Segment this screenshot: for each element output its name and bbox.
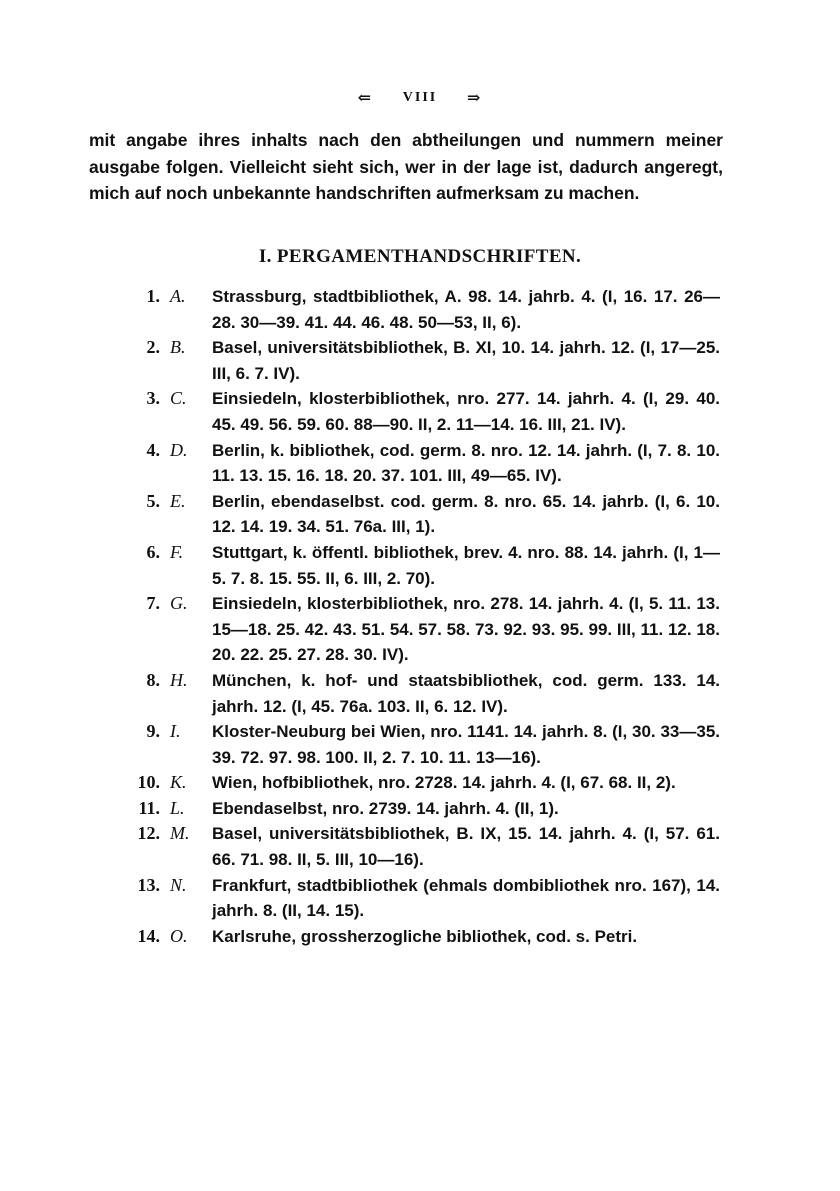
manuscript-description: Frankfurt, stadtbibliothek (ehmals dombibliothek nro. 167), 14. jahrh. 8. (II, 14. 15). bbox=[212, 875, 720, 921]
manuscript-id bbox=[120, 591, 212, 668]
right-ornament-icon: ⇒ bbox=[466, 90, 483, 107]
manuscript-siglum: N. bbox=[170, 874, 187, 895]
manuscript-list bbox=[120, 284, 720, 949]
manuscript-number: 8. bbox=[146, 669, 160, 690]
manuscript-id bbox=[120, 719, 212, 770]
manuscript-number: 7. bbox=[146, 593, 160, 614]
manuscript-id bbox=[120, 335, 212, 386]
manuscript-entry bbox=[120, 668, 720, 719]
left-ornament-icon: ⇐ bbox=[357, 90, 374, 107]
manuscript-siglum: L. bbox=[170, 797, 185, 818]
manuscript-siglum: C. bbox=[170, 388, 187, 409]
manuscript-number: 12. bbox=[137, 823, 160, 844]
manuscript-entry bbox=[120, 873, 720, 924]
manuscript-number: 13. bbox=[137, 874, 160, 895]
manuscript-number: 11. bbox=[138, 797, 160, 818]
intro-paragraph: mit angabe ihres inhalts nach den abtheilungen und nummern meiner ausgabe folgen. Vielleicht sieht sich, wer in der lage ist, dadurch angeregt, mich auf noch unbekannte handschriften aufmerksam zu machen. bbox=[89, 130, 723, 203]
manuscript-description: Ebendaselbst, nro. 2739. 14. jahrh. 4. (II, 1). bbox=[212, 798, 559, 818]
manuscript-description: Berlin, ebendaselbst. cod. germ. 8. nro. 65. 14. jahrb. (I, 6. 10. 12. 14. 19. 34. 51. 76a. III, 1). bbox=[212, 491, 720, 537]
manuscript-entry bbox=[120, 386, 720, 437]
manuscript-entry bbox=[120, 438, 720, 489]
manuscript-id bbox=[120, 438, 212, 489]
manuscript-number: 5. bbox=[146, 490, 160, 511]
manuscript-description: Stuttgart, k. öffentl. bibliothek, brev. 4. nro. 88. 14. jahrh. (I, 1—5. 7. 8. 15. 55. II, 6. III, 2. 70). bbox=[212, 542, 720, 588]
manuscript-siglum: H. bbox=[170, 669, 188, 690]
manuscript-siglum: G. bbox=[170, 593, 188, 614]
manuscript-description: Karlsruhe, grossherzogliche bibliothek, cod. s. Petri. bbox=[212, 926, 638, 946]
page-header bbox=[0, 88, 840, 108]
manuscript-entry bbox=[120, 924, 720, 950]
manuscript-siglum: M. bbox=[170, 823, 190, 844]
manuscript-number: 6. bbox=[146, 541, 160, 562]
manuscript-entry bbox=[120, 719, 720, 770]
manuscript-siglum: A. bbox=[170, 286, 186, 306]
manuscript-id bbox=[120, 821, 212, 872]
manuscript-description: Einsiedeln, klosterbibliothek, nro. 278. 14. jahrh. 4. (I, 5. 11. 13. 15—18. 25. 42. 43. 51. 54. 57. 58. 73. 92. 93. 95. 99. III, 11. 12. 18. 20. 22. 25. 27. 28. 30. IV). bbox=[212, 594, 720, 665]
manuscript-number: 1. bbox=[146, 286, 160, 306]
manuscript-description: Berlin, k. bibliothek, cod. germ. 8. nro. 12. 14. jahrh. (I, 7. 8. 10. 11. 13. 15. 16. 18. 20. 37. 101. III, 49—65. IV). bbox=[212, 440, 720, 486]
manuscript-entry bbox=[120, 540, 720, 591]
manuscript-entry bbox=[120, 770, 720, 796]
manuscript-description: Basel, universitätsbibliothek, B. XI, 10. 14. jahrh. 12. (I, 17—25. III, 6. 7. IV). bbox=[212, 338, 720, 383]
page-number: VIII bbox=[402, 90, 438, 105]
manuscript-id bbox=[120, 386, 212, 437]
manuscript-siglum: I. bbox=[170, 721, 181, 742]
manuscript-siglum: D. bbox=[170, 439, 188, 460]
manuscript-description: Strassburg, stadtbibliothek, A. 98. 14. jahrb. 4. (I, 16. 17. 26—28. 30—39. 41. 44. 46. 48. 50—53, II, 6). bbox=[212, 287, 720, 332]
manuscript-entry bbox=[120, 796, 720, 822]
manuscript-number: 3. bbox=[146, 388, 160, 409]
manuscript-id bbox=[120, 873, 212, 924]
manuscript-id bbox=[120, 770, 212, 796]
manuscript-description: Einsiedeln, klosterbibliothek, nro. 277. 14. jahrh. 4. (I, 29. 40. 45. 49. 56. 59. 60. 88—90. II, 2. 11—14. 16. III, 21. IV). bbox=[212, 389, 720, 434]
manuscript-id bbox=[120, 284, 212, 335]
manuscript-entry bbox=[120, 821, 720, 872]
manuscript-description: München, k. hof- und staatsbibliothek, cod. germ. 133. 14. jahrh. 12. (I, 45. 76a. 103. II, 6. 12. IV). bbox=[212, 670, 720, 716]
manuscript-number: 4. bbox=[146, 439, 160, 460]
manuscript-description: Basel, universitätsbibliothek, B. IX, 15. 14. jahrh. 4. (I, 57. 61. 66. 71. 98. II, 5. III, 10—16). bbox=[212, 824, 720, 870]
manuscript-id bbox=[120, 924, 212, 950]
manuscript-entry bbox=[120, 284, 720, 335]
manuscript-siglum: E. bbox=[170, 490, 186, 511]
manuscript-number: 14. bbox=[137, 925, 160, 946]
manuscript-id bbox=[120, 668, 212, 719]
manuscript-number: 2. bbox=[146, 337, 160, 358]
manuscript-id bbox=[120, 540, 212, 591]
manuscript-siglum: F. bbox=[170, 541, 184, 562]
manuscript-entry bbox=[120, 335, 720, 386]
manuscript-number: 10. bbox=[137, 772, 160, 793]
manuscript-number: 9. bbox=[146, 721, 160, 742]
section-heading: I. PERGAMENTHANDSCHRIFTEN. bbox=[258, 246, 582, 267]
manuscript-siglum: B. bbox=[170, 337, 186, 358]
manuscript-siglum: K. bbox=[170, 772, 187, 793]
manuscript-id bbox=[120, 489, 212, 540]
manuscript-entry bbox=[120, 489, 720, 540]
manuscript-entry bbox=[120, 591, 720, 668]
manuscript-id bbox=[120, 796, 212, 822]
manuscript-description: Wien, hofbibliothek, nro. 2728. 14. jahrh. 4. (I, 67. 68. II, 2). bbox=[212, 773, 676, 793]
manuscript-siglum: O. bbox=[170, 925, 188, 946]
manuscript-description: Kloster-Neuburg bei Wien, nro. 1141. 14. jahrh. 8. (I, 30. 33—35. 39. 72. 97. 98. 100. II, 2. 7. 10. 11. 13—16). bbox=[212, 722, 720, 767]
